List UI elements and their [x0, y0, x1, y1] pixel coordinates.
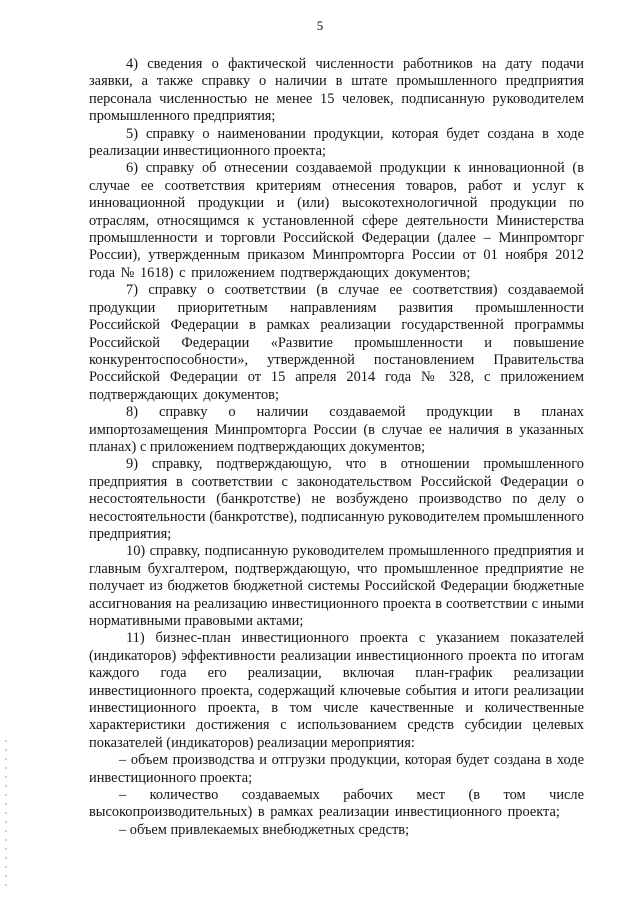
item-11-paragraph: 11) бизнес-план инвестиционного проекта с указанием показателей (индикаторов) эффективности реализации инвестиционного проекта по итогам каждого года его реализации, включая план-график реализации инвестиционного проекта, содержащий ключевые события и итоги реализации инвестиционного проекта, в том числе качественные и количественные характеристики достижения с использованием средств субсидии целевых показателей (индикаторов) реализации мероприятия:: [89, 630, 584, 751]
document-body: [89, 56, 584, 839]
item-10-paragraph: 10) справку, подписанную руководителем промышленного предприятия и главным бухгалтером, подтверждающую, что промышленное предприятие не получает из бюджетов бюджетной системы Российской Федерации бюджетные ассигнования на реализацию инвестиционного проекта в соответствии с иными нормативными правовыми актами;: [89, 543, 584, 629]
indicator-production-volume: – объем производства и отгрузки продукции, которая будет создана в ходе инвестиционного проекта;: [89, 752, 584, 786]
indicator-extrabudgetary-funds: – объем привлекаемых внебюджетных средств;: [119, 821, 410, 838]
page-number: 5: [316, 18, 324, 33]
indicator-jobs-created: – количество создаваемых рабочих мест (в том числе высокопроизводительных) в рамках реализации инвестиционного проекта;: [89, 787, 584, 821]
item-9-paragraph: 9) справку, подтверждающую, что в отношении промышленного предприятия в соответствии с законодательством Российской Федерации о несостоятельности (банкротстве) не возбуждено производство по делу о несостоятельности (банкротстве), подписанную руководителем промышленного предприятия;: [89, 456, 584, 542]
item-5-paragraph: 5) справку о наименовании продукции, которая будет создана в ходе реализации инвестиционного проекта;: [89, 125, 584, 160]
item-6-paragraph: 6) справку об отнесении создаваемой продукции к инновационной (в случае ее соответствия критериям отнесения товаров, работ и услуг к инновационной продукции и (или) высокотехнологичной продукции по отраслям, относящимся к установленной сфере деятельности Министерства промышленности и торговли Российской Федерации (далее – Минпромторг России), утвержденным приказом Минпромторга России от 01 ноября 2012 года № 1618) с приложением подтверждающих документов;: [89, 160, 584, 281]
item-4-paragraph: 4) сведения о фактической численности работников на дату подачи заявки, а также справку о наличии в штате промышленного предприятия персонала численностью не менее 15 человек, подписанную руководителем промышленного предприятия;: [89, 56, 584, 125]
item-7-paragraph: 7) справку о соответствии (в случае ее соответствия) создаваемой продукции приоритетным направлениям развития промышленности Российской Федерации в рамках реализации государственной программы Российской Федерации «Развитие промышленности и повышение конкурентоспособности», утвержденной постановлением Правительства Российской Федерации от 15 апреля 2014 года № 328, с приложением подтверждающих документов;: [89, 282, 584, 403]
item-8-paragraph: 8) справку о наличии создаваемой продукции в планах импортозамещения Минпромторга России (в случае ее наличия в указанных планах) с приложением подтверждающих документов;: [89, 404, 584, 455]
scan-margin-marks: [5, 740, 7, 890]
